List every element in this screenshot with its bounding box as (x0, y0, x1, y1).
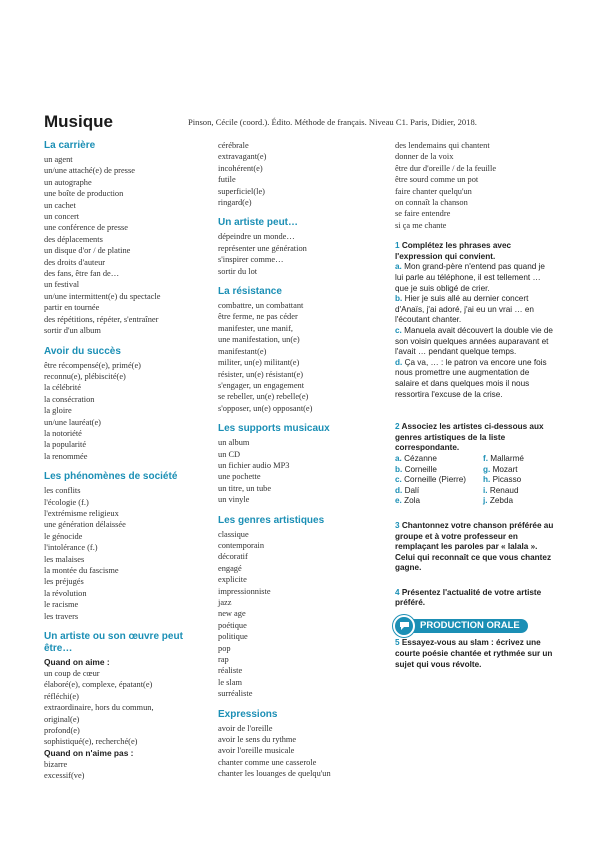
list-item: les travers (44, 611, 79, 621)
list-item: une manifestation, un(e) (218, 335, 300, 345)
list-item: rap (218, 655, 229, 665)
list-item: être récompensé(e), primé(e) (44, 360, 141, 370)
list-item: jazz (218, 598, 232, 607)
list-item: représenter une génération (218, 243, 307, 253)
list-item: chanter comme une casserole (218, 757, 317, 767)
list-item: futile (218, 175, 236, 185)
list-item: s'inspirer comme… (218, 255, 284, 265)
exercise-item (395, 454, 483, 465)
list-item: dépeindre un monde… (218, 232, 295, 242)
list-item: si ça me chante (395, 220, 447, 230)
source-citation: Pinson, Cécile (coord.). Édito. Méthode de français. Niveau C1. Paris, Didier, 2018. (188, 117, 477, 127)
list-item: un autographe (44, 177, 92, 187)
list-item: des déplacements (44, 234, 103, 244)
list-item: réfléchi(e) (44, 691, 79, 701)
list-item: une conférence de presse (44, 223, 128, 233)
exercise-item-letter: c. (395, 326, 402, 335)
list-item: la consécration (44, 394, 95, 404)
exercise-item (395, 294, 555, 326)
list-naime (44, 759, 204, 782)
list-item: manifester, une manif, (218, 323, 294, 333)
list-item: les conflits (44, 486, 81, 496)
list-item: se rebeller, un(e) rebelle(e) (218, 392, 309, 402)
list-item: le racisme (44, 600, 79, 610)
list-item: profond(e) (44, 726, 80, 736)
exercise-item (395, 486, 483, 497)
list-succes (44, 360, 204, 463)
list-item: incohérent(e) (218, 163, 263, 173)
exercise-item-text: Renaud (489, 485, 519, 495)
list-item: des droits d'auteur (44, 257, 106, 267)
exercise-2-left (395, 454, 483, 507)
list-item: un festival (44, 280, 80, 290)
column-3 (395, 140, 555, 670)
list-item: sortir du lot (218, 266, 258, 276)
column-1 (44, 140, 204, 782)
list-item: superficiel(le) (218, 186, 265, 196)
list-item: un titre, un tube (218, 483, 272, 493)
list-item: bizarre (44, 759, 68, 769)
list-item: la célébrité (44, 383, 81, 393)
exercise-1-instruction: Complétez les phrases avec l'expression qui convient. (395, 241, 512, 261)
exercise-item (483, 454, 553, 465)
exercise-item (395, 358, 555, 400)
list-item: la renommée (44, 451, 88, 461)
list-item: contemporain (218, 540, 265, 550)
heading-resistance: La résistance (218, 286, 282, 298)
exercise-item-letter: d. (395, 485, 403, 495)
exercise-item-text: Manuela avait découvert la double vie de son voisin quelques années auparavant et l'avait … pendant quelque temps. (395, 326, 553, 357)
list-item: poétique (218, 620, 247, 630)
exercise-item (395, 326, 555, 358)
list-item: décoratif (218, 552, 248, 562)
list-item: pop (218, 643, 231, 653)
list-item: politique (218, 632, 248, 642)
list-item: reconnu(e), plébiscité(e) (44, 371, 126, 381)
list-item: l'intolérance (f.) (44, 543, 98, 553)
heading-phenomenes: Les phénomènes de société (44, 471, 178, 483)
exercise-3 (395, 521, 555, 574)
list-item: extraordinaire, hors du commun, (44, 703, 154, 713)
list-item: un album (218, 438, 250, 448)
exercise-2-right (483, 454, 553, 507)
exercise-item-text: Mon grand-père n'entend pas quand je lui parle au téléphone, il est tellement … que je suis obligé de crier. (395, 262, 545, 293)
list-item: cérébrale (218, 141, 249, 150)
list-item: s'engager, un engagement (218, 380, 305, 390)
exercise-1 (395, 241, 555, 400)
list-item: résister, un(e) résistant(e) (218, 369, 304, 379)
exercise-5-instruction: Essayez-vous au slam : écrivez une courte poésie chantée et rythmée sur un sujet qui vous révolte. (395, 638, 553, 669)
list-item: réaliste (218, 666, 243, 676)
exercise-4-number: 4 (395, 587, 400, 597)
exercise-item-text: Ça va, … : le patron va encore une fois nous promettre une augmentation de salaire et dans quelques mois il nous ressortira l'excuse de la crise. (395, 357, 547, 399)
list-item: donner de la voix (395, 152, 454, 162)
list-item: une boîte de production (44, 189, 124, 199)
exercise-item-text: Mallarmé (490, 453, 524, 463)
list-item: un CD (218, 449, 241, 459)
exercise-2-instruction: Associez les artistes ci-dessous aux genres artistiques de la liste correspondante. (395, 422, 544, 453)
list-item: être sourd comme un pot (395, 175, 479, 185)
exercise-5-number: 5 (395, 638, 400, 648)
production-orale-label: PRODUCTION ORALE (420, 620, 520, 632)
exercise-item-letter: b. (395, 464, 403, 474)
list-item: faire chanter quelqu'un (395, 186, 472, 196)
exercise-3-instruction: Chantonnez votre chanson préférée au groupe et à votre professeur en remplaçant les paroles par « lalala ». Celui qui reconnaît ce que vous chantez gagne. (395, 520, 554, 573)
exercise-item-letter: a. (395, 262, 402, 272)
exercise-item-letter: f. (483, 453, 489, 463)
exercise-item-text: Cézanne (404, 453, 437, 463)
list-item: sortir d'un album (44, 326, 101, 336)
list-item: un/une lauréat(e) (44, 417, 101, 427)
exercise-2-number: 2 (395, 422, 400, 432)
list-item: les préjugés (44, 577, 84, 587)
list-item: être ferme, ne pas céder (218, 312, 298, 322)
list-item: des fans, être fan de… (44, 269, 120, 279)
exercise-item-letter: c. (395, 475, 402, 485)
subheading-naime: Quand on n'aime pas : (44, 747, 134, 758)
column-2 (218, 140, 378, 780)
list-item: l'extrémisme religieux (44, 508, 119, 518)
list-item: new age (218, 609, 246, 619)
list-item: s'opposer, un(e) opposant(e) (218, 403, 313, 413)
list-item: un/une attaché(e) de presse (44, 166, 135, 176)
list-item: un/une intermittent(e) du spectacle (44, 291, 161, 301)
list-item: avoir le sens du rythme (218, 735, 297, 745)
list-item: original(e) (44, 714, 80, 724)
list-item: un disque d'or / de platine (44, 246, 131, 256)
list-item: un concert (44, 212, 80, 222)
exercise-item-text: Picasso (492, 475, 522, 485)
list-item: un cachet (44, 200, 76, 210)
exercise-item (395, 496, 483, 507)
exercise-item-text: Mozart (492, 464, 518, 474)
list-item: un coup de cœur (44, 669, 100, 679)
exercise-item-letter: h. (483, 475, 491, 485)
list-item: excessif(ve) (44, 771, 85, 781)
list-item: la gloire (44, 406, 72, 416)
list-genres (218, 529, 378, 700)
list-item: militer, un(e) militant(e) (218, 358, 300, 368)
exercise-item-text: Hier je suis allé au dernier concert d'Anaïs, j'ai adoré, j'ai eu un vrai … en l'écoutant chanter. (395, 294, 534, 325)
exercise-item-letter: i. (483, 485, 488, 495)
exercise-3-number: 3 (395, 520, 400, 530)
list-col2-top (218, 140, 378, 208)
exercise-item (483, 496, 553, 507)
heading-expressions: Expressions (218, 708, 278, 720)
exercise-4-instruction: Présentez l'actualité de votre artiste préféré. (395, 587, 542, 608)
exercise-1-items (395, 262, 555, 400)
list-carriere (44, 154, 204, 337)
list-item: partir en tournée (44, 303, 100, 313)
exercise-item-text: Zola (404, 496, 421, 506)
list-expressions (218, 723, 378, 780)
list-item: sophistiqué(e), recherché(e) (44, 737, 138, 747)
page-title: Musique (44, 112, 113, 131)
heading-genres: Les genres artistiques (218, 514, 325, 526)
exercise-item (483, 475, 553, 486)
list-item: la popularité (44, 440, 87, 450)
list-item: avoir l'oreille musicale (218, 746, 295, 756)
list-artiste (218, 231, 378, 277)
list-item: le slam (218, 677, 242, 687)
list-item: ringard(e) (218, 198, 252, 208)
exercise-item (395, 262, 555, 294)
list-item: un agent (44, 155, 73, 164)
heading-carriere: La carrière (44, 140, 96, 151)
list-item: explicite (218, 575, 247, 585)
list-item: impressionniste (218, 586, 271, 596)
heading-artiste: Un artiste peut… (218, 217, 299, 229)
list-resistance (218, 300, 378, 414)
list-item: manifestant(e) (218, 346, 267, 356)
list-item: l'écologie (f.) (44, 497, 89, 507)
list-item: une génération délaissée (44, 520, 126, 530)
exercise-item-letter: d. (395, 357, 403, 367)
exercise-item (483, 486, 553, 497)
list-col3-top (395, 140, 555, 231)
exercise-4 (395, 588, 555, 609)
list-item: classique (218, 529, 249, 539)
exercise-item-letter: a. (395, 453, 402, 463)
list-item: une pochette (218, 472, 261, 482)
list-item: les malaises (44, 554, 85, 564)
list-phenomenes (44, 485, 204, 622)
list-item: surréaliste (218, 689, 253, 699)
list-supports (218, 437, 378, 505)
list-item: la révolution (44, 588, 87, 598)
exercise-item-letter: j. (483, 496, 488, 506)
exercise-item-text: Corneille (Pierre) (404, 475, 467, 485)
exercise-1-number: 1 (395, 241, 400, 251)
list-item: combattre, un combattant (218, 301, 304, 311)
list-item: avoir de l'oreille (218, 723, 273, 733)
exercise-item-text: Zebda (489, 496, 514, 506)
exercise-item (395, 475, 483, 486)
exercise-item-letter: b. (395, 294, 403, 304)
list-item: le génocide (44, 531, 83, 541)
list-item: chanter les louanges de quelqu'un (218, 769, 331, 779)
list-item: la notoriété (44, 428, 82, 438)
exercise-item-text: Dalí (404, 485, 420, 495)
exercise-item (483, 465, 553, 476)
list-item: élaboré(e), complexe, épatant(e) (44, 680, 153, 690)
list-aime (44, 668, 204, 748)
list-item: des lendemains qui chantent (395, 141, 490, 150)
list-item: un vinyle (218, 495, 250, 505)
exercise-2 (395, 422, 555, 507)
list-item: extravagant(e) (218, 152, 267, 162)
heading-supports: Les supports musicaux (218, 423, 330, 435)
exercise-item-letter: g. (483, 464, 491, 474)
exercise-item-letter: e. (395, 496, 402, 506)
production-orale-banner (395, 619, 528, 633)
list-item: un fichier audio MP3 (218, 460, 290, 470)
list-item: on connaît la chanson (395, 198, 468, 208)
list-item: se faire entendre (395, 209, 451, 219)
exercise-2-options (395, 454, 555, 507)
heading-oeuvre: Un artiste ou son œuvre peut être… (44, 631, 183, 655)
exercise-5 (395, 638, 555, 670)
subheading-aime: Quand on aime : (44, 657, 110, 668)
exercise-item-text: Corneille (404, 464, 437, 474)
speech-bubble-icon (393, 615, 415, 637)
list-item: engagé (218, 563, 242, 573)
exercise-item (395, 465, 483, 476)
heading-succes: Avoir du succès (44, 345, 121, 357)
list-item: être dur d'oreille / de la feuille (395, 163, 497, 173)
list-item: la montée du fascisme (44, 566, 119, 575)
list-item: des répétitions, répéter, s'entraîner (44, 314, 159, 324)
